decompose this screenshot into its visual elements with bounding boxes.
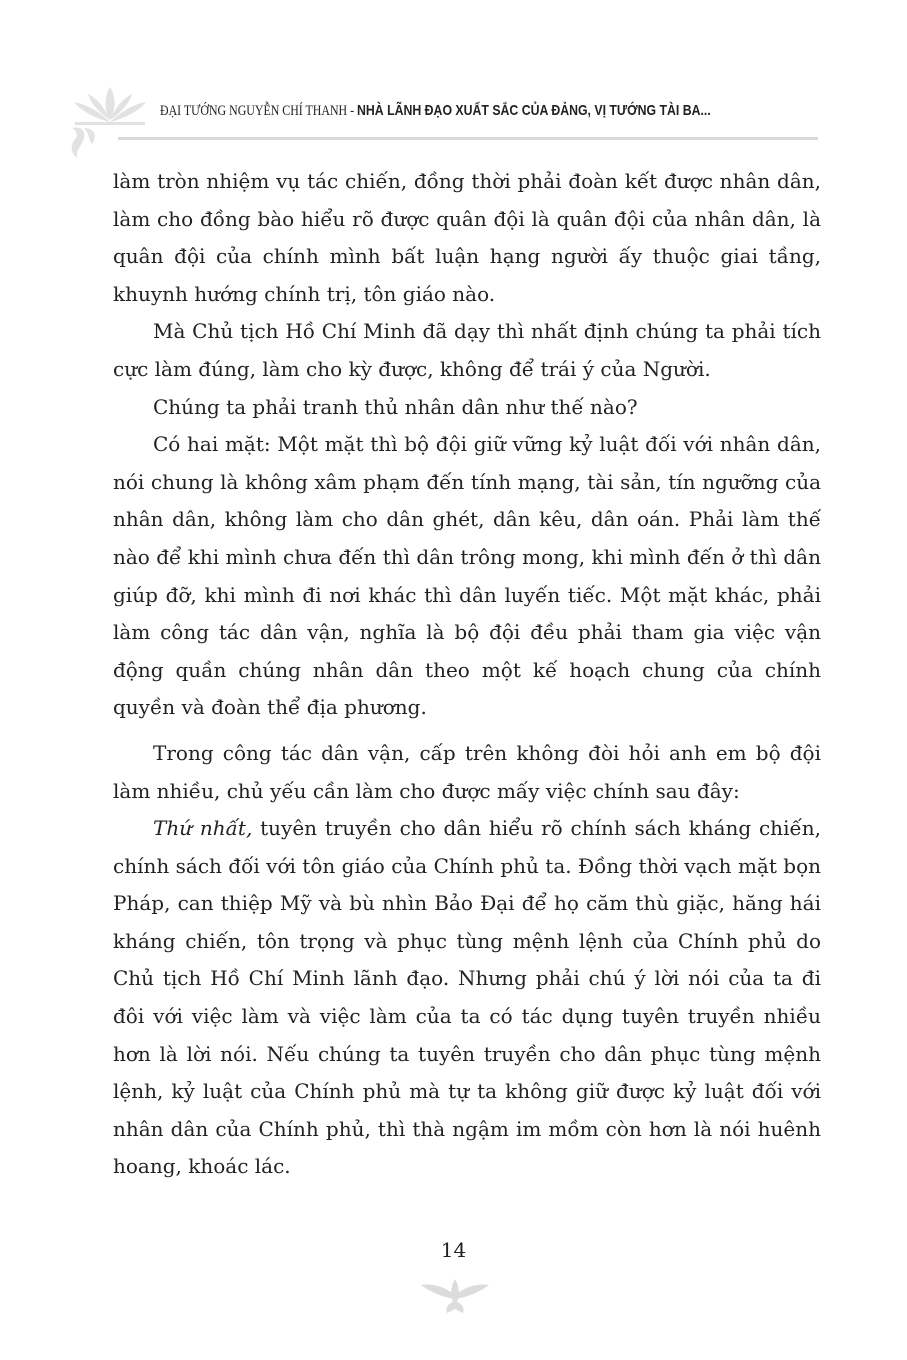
paragraph: Mà Chủ tịch Hồ Chí Minh đã dạy thì nhất định chúng ta phải tích cực làm đúng, làm cho kỳ được, không để trái ý của Người. <box>113 319 821 381</box>
paragraph: Có hai mặt: Một mặt thì bộ đội giữ vững kỷ luật đối với nhân dân, nói chung là không xâm phạm đến tính mạng, tài sản, tín ngưỡng của nhân dân, không làm cho dân ghét, dân kêu, dân oán. Phải làm thế nào để khi mình chưa đến thì dân trông mong, khi mình đến ở thì dân giúp đỡ, khi mình đi nơi khác thì dân luyến tiếc. Một mặt khác, phải làm công tác dân vận, nghĩa là bộ đội đều phải tham gia việc vận động quần chúng nhân dân theo một kế hoạch chung của chính quyền và đoàn thể địa phương. <box>113 432 821 720</box>
running-header <box>60 82 820 162</box>
body-text <box>113 163 821 1186</box>
paragraph: Chúng ta phải tranh thủ nhân dân như thế nào? <box>153 394 638 419</box>
paragraph: làm tròn nhiệm vụ tác chiến, đồng thời phải đoàn kết được nhân dân, làm cho đồng bào hiểu rõ được quân đội là quân đội của nhân dân, là quân đội của chính mình bất luận hạng người ấy thuộc giai tầng, khuynh hướng chính trị, tôn giáo nào. <box>113 169 821 306</box>
page-number: 14 <box>440 1238 467 1262</box>
paragraph-body: tuyên truyền cho dân hiểu rõ chính sách kháng chiến, chính sách đối với tôn giáo của Chính phủ ta. Đồng thời vạch mặt bọn Pháp, can thiệp Mỹ và bù nhìn Bảo Đại để họ căm thù giặc, hăng hái kháng chiến, tôn trọng và phục tùng mệnh lệnh của Chính phủ do Chủ tịch Hồ Chí Minh lãnh đạo. Nhưng phải chú ý lời nói của ta đi đôi với việc làm và việc làm của ta có tác dụng tuyên truyền nhiều hơn là lời nói. Nếu chúng ta tuyên truyền cho dân phục tùng mệnh lệnh, kỷ luật của Chính phủ mà tự ta không giữ được kỷ luật đối với nhân dân của Chính phủ, thì thà ngậm im mồm còn hơn là nói huênh hoang, khoác lác. <box>113 816 822 1179</box>
paragraph: Trong công tác dân vận, cấp trên không đòi hỏi anh em bộ đội làm nhiều, chủ yếu cần làm cho được mấy việc chính sau đây: <box>113 740 821 803</box>
header-book-subtitle: NHÀ LÃNH ĐẠO XUẤT SẮC CỦA ĐẢNG, VỊ TƯỚNG TÀI BA... <box>357 102 711 119</box>
header-divider <box>118 137 818 140</box>
paragraph <box>113 810 821 1186</box>
header-book-subject: ĐẠI TƯỚNG NGUYỄN CHÍ THANH - <box>160 103 358 119</box>
lotus-ornament-icon <box>415 1275 495 1315</box>
paragraph-lead-italic: Thứ nhất, <box>153 816 253 841</box>
header-title <box>160 102 711 120</box>
lotus-ornament-icon <box>60 82 160 162</box>
